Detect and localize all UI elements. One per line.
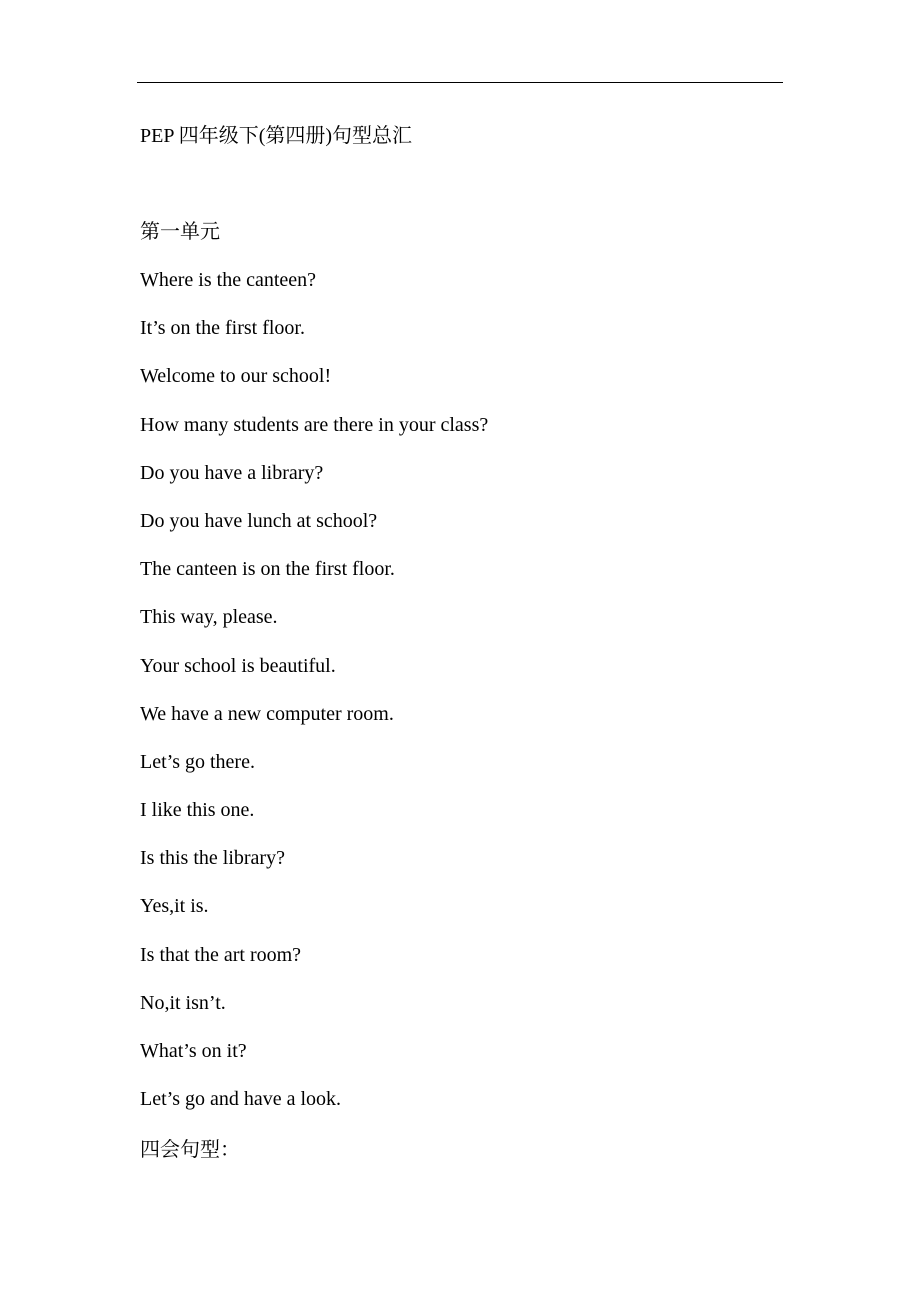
sentence-line: Is this the library? [140,847,285,870]
unit-heading: 第一单元 [140,221,220,243]
sentence-line: We have a new computer room. [140,702,394,725]
sentence-line: Is that the art room? [140,943,302,966]
sentence-line: Yes,it is. [140,895,209,918]
sentence-line: I like this one. [140,799,255,822]
sentence-list [140,266,488,1133]
sentence-line: Do you have a library? [140,461,324,484]
sentence-line: What’s on it? [140,1040,247,1062]
sentence-line: This way, please. [140,606,278,629]
sentence-line: It’s on the first floor. [140,317,305,340]
sentence-line: Let’s go and have a look. [140,1088,342,1111]
sentence-line: Where is the canteen? [140,269,317,291]
document-title: PEP 四年级下(第四册)句型总汇 [140,125,413,147]
sentence-line: How many students are there in your class? [140,413,489,436]
key-sentences-heading: 四会句型： [140,1139,240,1161]
sentence-line: Do you have lunch at school? [140,509,378,532]
sentence-line: The canteen is on the first floor. [140,558,395,581]
header-rule [137,82,783,83]
sentence-line: Welcome to our school! [140,365,332,388]
sentence-line: No,it isn’t. [140,991,226,1014]
sentence-line: Let’s go there. [140,750,255,773]
sentence-line: Your school is beautiful. [140,654,336,677]
